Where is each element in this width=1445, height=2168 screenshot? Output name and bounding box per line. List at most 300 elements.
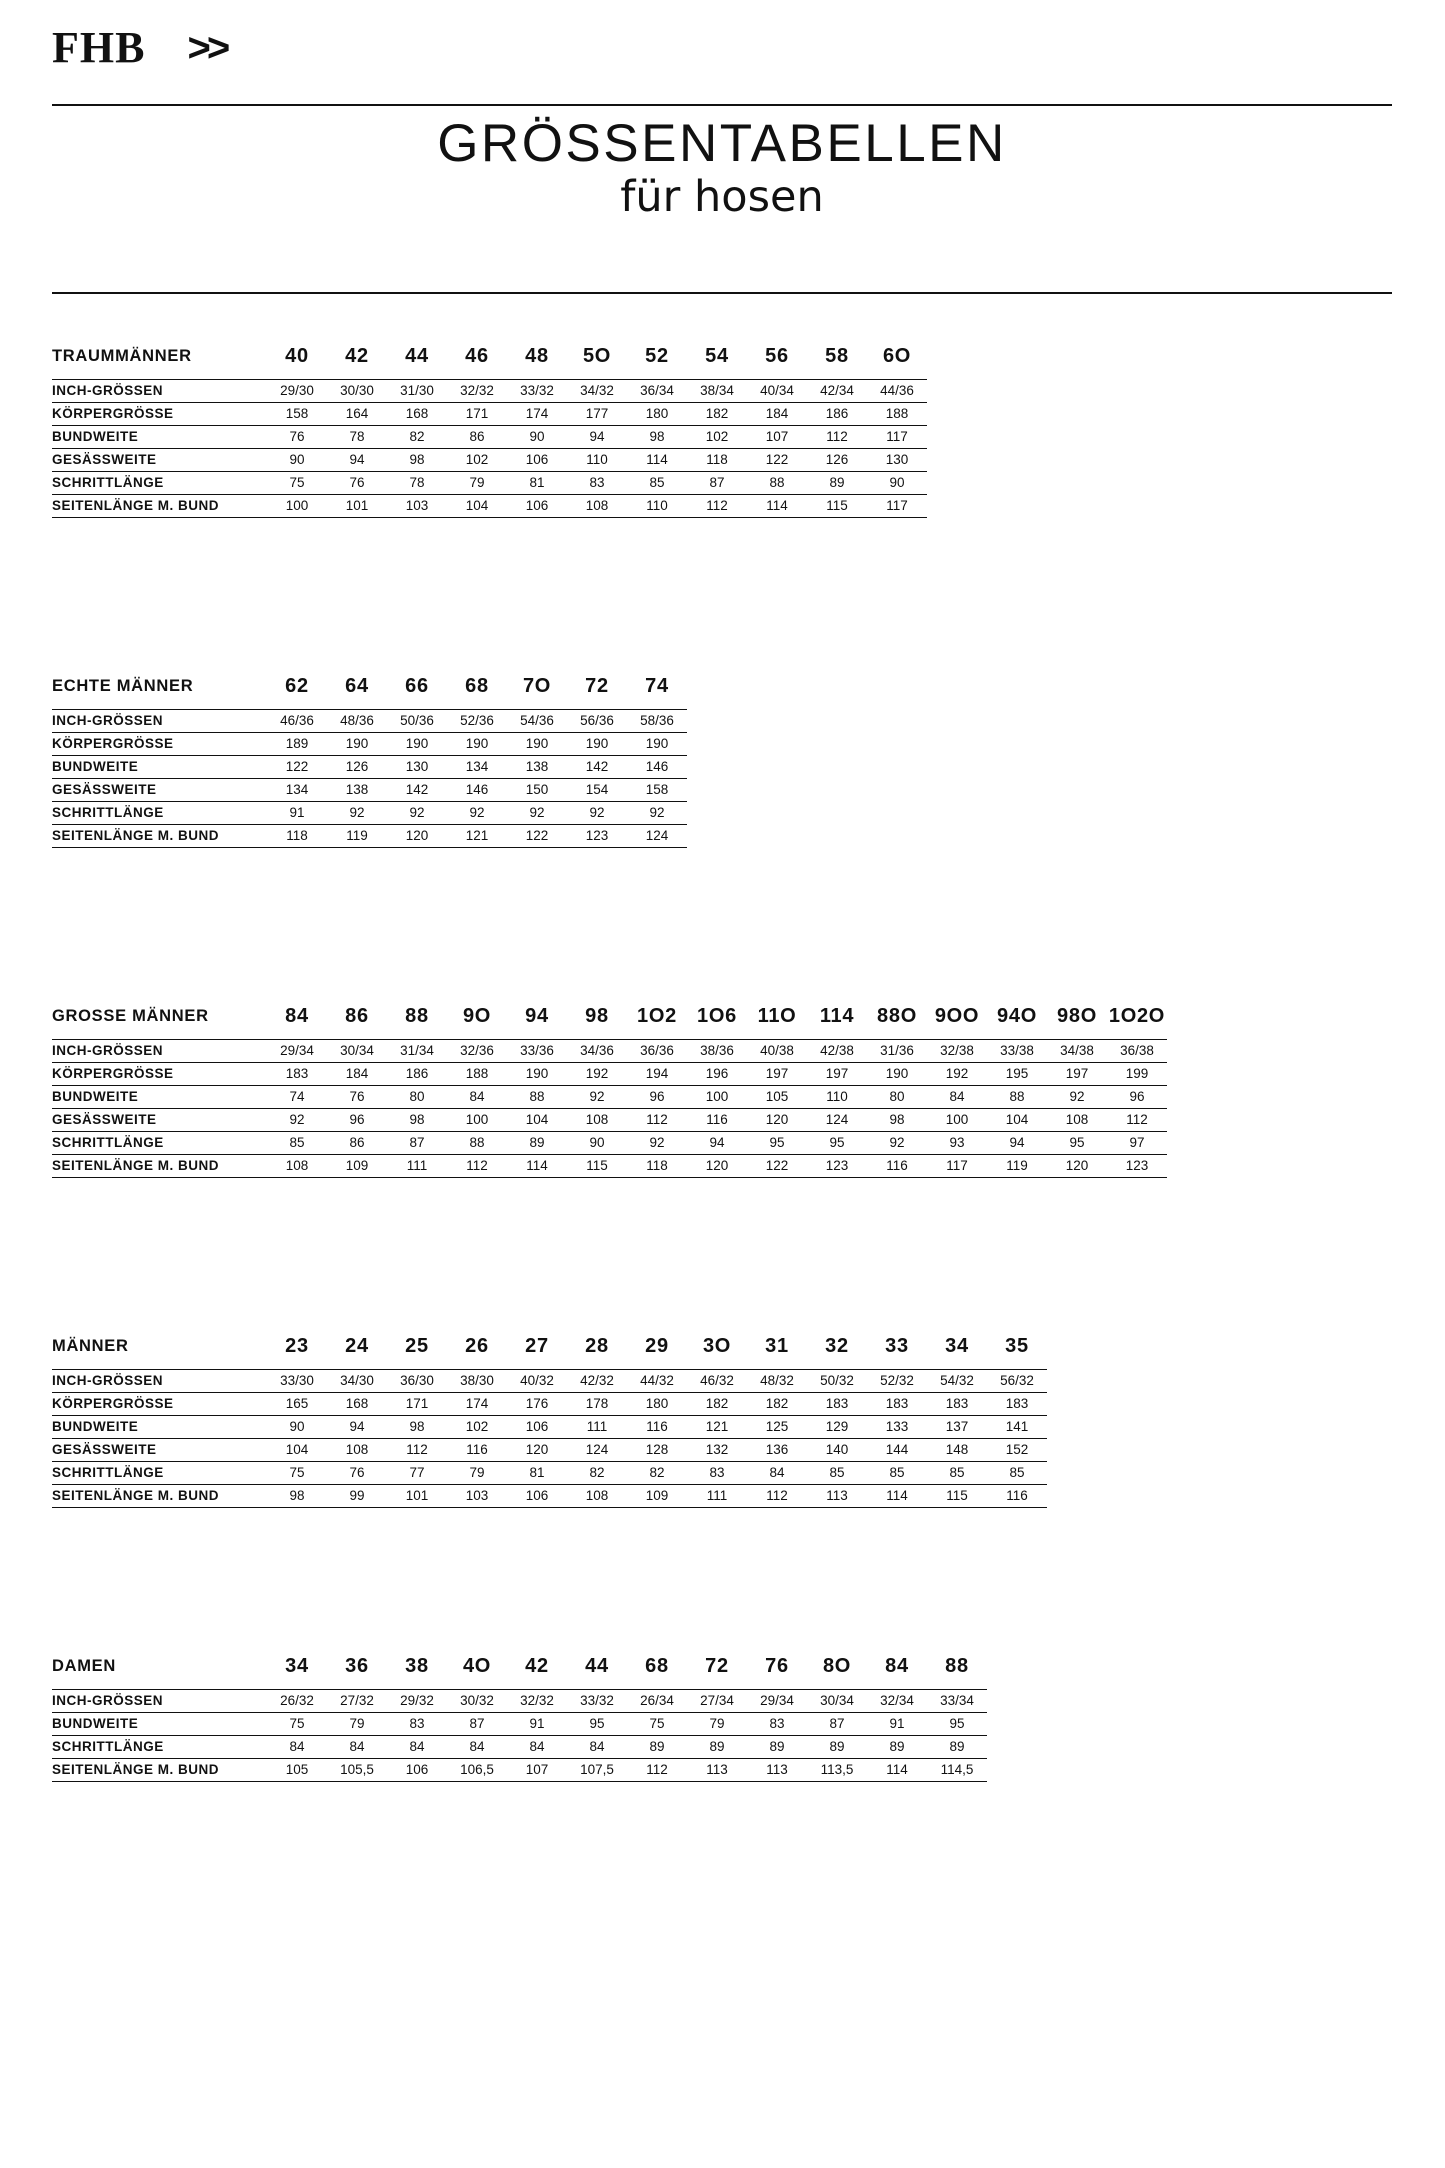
table-cell: 108 [567, 495, 627, 518]
table-cell: 80 [387, 1086, 447, 1109]
table-cell: 126 [807, 449, 867, 472]
table-cell: 158 [627, 779, 687, 802]
table-cell: 190 [507, 1063, 567, 1086]
table-cell: 94 [327, 1416, 387, 1439]
table-cell: 106 [507, 1485, 567, 1508]
row-label: SEITENLÄNGE M. BUND [52, 825, 267, 848]
table-cell: 183 [267, 1063, 327, 1086]
table-cell: 92 [567, 802, 627, 825]
table-cell: 84 [447, 1736, 507, 1759]
table-cell: 85 [867, 1462, 927, 1485]
table-cell: 113 [747, 1759, 807, 1782]
table-title: TRAUMMÄNNER [52, 347, 192, 365]
table-cell: 100 [447, 1109, 507, 1132]
header-divider-top [52, 104, 1392, 106]
table-cell: 190 [627, 733, 687, 756]
table-cell: 75 [267, 1462, 327, 1485]
table-cell: 31/30 [387, 380, 447, 403]
row-label: BUNDWEITE [52, 1713, 267, 1736]
row-label: GESÄSSWEITE [52, 449, 267, 472]
table-cell: 112 [627, 1759, 687, 1782]
table-cell: 110 [807, 1086, 867, 1109]
table-cell: 148 [927, 1439, 987, 1462]
size-header: 3O [702, 1335, 732, 1357]
table-cell: 109 [627, 1485, 687, 1508]
table-cell: 168 [327, 1393, 387, 1416]
table-cell: 117 [867, 495, 927, 518]
row-label: GESÄSSWEITE [52, 779, 267, 802]
table-cell: 42/38 [807, 1040, 867, 1063]
size-header: 25 [405, 1335, 429, 1357]
table-cell: 152 [987, 1439, 1047, 1462]
table-cell: 36/38 [1107, 1040, 1167, 1063]
size-header: 34 [285, 1655, 309, 1677]
table-header-row [52, 345, 927, 380]
table-cell: 85 [267, 1132, 327, 1155]
table-cell: 182 [687, 1393, 747, 1416]
table-row [52, 1462, 1047, 1485]
page-title [52, 116, 1392, 221]
table-cell: 85 [627, 472, 687, 495]
table-cell: 40/38 [747, 1040, 807, 1063]
table-cell: 106,5 [447, 1759, 507, 1782]
table-cell: 112 [387, 1439, 447, 1462]
table-cell: 105 [267, 1759, 327, 1782]
table-cell: 88 [987, 1086, 1047, 1109]
size-header: 1O2O [1108, 1005, 1166, 1027]
size-header: 56 [765, 345, 789, 367]
table-cell: 142 [387, 779, 447, 802]
table-cell: 116 [867, 1155, 927, 1178]
table-cell: 196 [687, 1063, 747, 1086]
size-header: 94 [525, 1005, 549, 1027]
table-cell: 107 [747, 426, 807, 449]
table-cell: 108 [267, 1155, 327, 1178]
table-cell: 92 [267, 1109, 327, 1132]
table-cell: 38/34 [687, 380, 747, 403]
table-cell: 52/36 [447, 710, 507, 733]
table-cell: 87 [807, 1713, 867, 1736]
table-cell: 40/32 [507, 1370, 567, 1393]
table-cell: 87 [387, 1132, 447, 1155]
table-cell: 83 [687, 1462, 747, 1485]
size-header: 24 [345, 1335, 369, 1357]
size-header: 28 [585, 1335, 609, 1357]
table-cell: 89 [927, 1736, 987, 1759]
table-cell: 92 [327, 802, 387, 825]
table-cell: 34/36 [567, 1040, 627, 1063]
table-row [52, 1485, 1047, 1508]
table-cell: 128 [627, 1439, 687, 1462]
size-header: 4O [462, 1655, 492, 1677]
size-header: 68 [645, 1655, 669, 1677]
size-header: 84 [885, 1655, 909, 1677]
row-label: BUNDWEITE [52, 426, 267, 449]
table-header-row [52, 1335, 1047, 1370]
table-cell: 108 [327, 1439, 387, 1462]
table-row [52, 1040, 1167, 1063]
table-cell: 129 [807, 1416, 867, 1439]
size-header: 76 [765, 1655, 789, 1677]
table-row [52, 1063, 1167, 1086]
row-label: GESÄSSWEITE [52, 1439, 267, 1462]
table-cell: 92 [507, 802, 567, 825]
table-cell: 125 [747, 1416, 807, 1439]
table-cell: 84 [927, 1086, 987, 1109]
table-cell: 30/34 [327, 1040, 387, 1063]
table-cell: 115 [567, 1155, 627, 1178]
table-cell: 117 [867, 426, 927, 449]
table-cell: 120 [1047, 1155, 1107, 1178]
table-cell: 120 [687, 1155, 747, 1178]
table-cell: 174 [447, 1393, 507, 1416]
table-cell: 89 [867, 1736, 927, 1759]
table-cell: 52/32 [867, 1370, 927, 1393]
size-header: 72 [585, 675, 609, 697]
table-cell: 130 [387, 756, 447, 779]
table-row [52, 1690, 987, 1713]
table-cell: 117 [927, 1155, 987, 1178]
table-row [52, 1439, 1047, 1462]
table-cell: 106 [507, 495, 567, 518]
table-cell: 34/30 [327, 1370, 387, 1393]
table-cell: 95 [927, 1713, 987, 1736]
table-cell: 140 [807, 1439, 867, 1462]
table-cell: 109 [327, 1155, 387, 1178]
table-cell: 186 [807, 403, 867, 426]
table-cell: 29/34 [267, 1040, 327, 1063]
table-cell: 122 [747, 449, 807, 472]
header-divider-bottom [52, 292, 1392, 294]
table-cell: 101 [387, 1485, 447, 1508]
table-cell: 114 [627, 449, 687, 472]
row-label: SCHRITTLÄNGE [52, 1132, 267, 1155]
size-header: 98O [1057, 1005, 1097, 1027]
table-cell: 83 [387, 1713, 447, 1736]
table-cell: 114 [747, 495, 807, 518]
row-label: KÖRPERGRÖSSE [52, 1393, 267, 1416]
table-cell: 113 [687, 1759, 747, 1782]
table-cell: 98 [387, 1416, 447, 1439]
row-label: BUNDWEITE [52, 756, 267, 779]
table-cell: 90 [867, 472, 927, 495]
table-cell: 99 [327, 1485, 387, 1508]
table-cell: 141 [987, 1416, 1047, 1439]
table-cell: 95 [807, 1132, 867, 1155]
size-header: 52 [645, 345, 669, 367]
table-cell: 89 [687, 1736, 747, 1759]
table-cell: 104 [507, 1109, 567, 1132]
table-cell: 154 [567, 779, 627, 802]
table-cell: 171 [387, 1393, 447, 1416]
table-cell: 115 [927, 1485, 987, 1508]
table-row [52, 756, 687, 779]
table-cell: 124 [627, 825, 687, 848]
table-cell: 111 [567, 1416, 627, 1439]
table-cell: 78 [387, 472, 447, 495]
size-header: 7O [522, 675, 552, 697]
table-cell: 114 [867, 1759, 927, 1782]
table-row [52, 1086, 1167, 1109]
table-cell: 183 [987, 1393, 1047, 1416]
size-header: 114 [819, 1005, 855, 1027]
table-cell: 42/34 [807, 380, 867, 403]
table-cell: 115 [807, 495, 867, 518]
size-header: 62 [285, 675, 309, 697]
table-cell: 124 [807, 1109, 867, 1132]
table-cell: 108 [567, 1109, 627, 1132]
table-cell: 168 [387, 403, 447, 426]
table-cell: 182 [687, 403, 747, 426]
table-cell: 101 [327, 495, 387, 518]
size-table-grosse-maenner [52, 1005, 1167, 1178]
table-cell: 92 [1047, 1086, 1107, 1109]
table-row [52, 1759, 987, 1782]
table-row [52, 1713, 987, 1736]
table-cell: 33/32 [567, 1690, 627, 1713]
table-cell: 89 [807, 472, 867, 495]
table-cell: 188 [447, 1063, 507, 1086]
table-header-row [52, 675, 687, 710]
size-header: 68 [465, 675, 489, 697]
table-cell: 192 [927, 1063, 987, 1086]
table-row [52, 380, 927, 403]
row-label: INCH-GRÖSSEN [52, 710, 267, 733]
table-title: ECHTE MÄNNER [52, 677, 194, 695]
table-cell: 78 [327, 426, 387, 449]
table-cell: 111 [687, 1485, 747, 1508]
table-cell: 102 [687, 426, 747, 449]
table-cell: 158 [267, 403, 327, 426]
table-cell: 177 [567, 403, 627, 426]
table-cell: 108 [1047, 1109, 1107, 1132]
table-cell: 93 [927, 1132, 987, 1155]
table-cell: 190 [867, 1063, 927, 1086]
size-header: 94O [997, 1005, 1037, 1027]
size-header: 1O2 [637, 1005, 677, 1027]
table-cell: 94 [327, 449, 387, 472]
table-cell: 31/36 [867, 1040, 927, 1063]
table-cell: 33/30 [267, 1370, 327, 1393]
table-cell: 76 [327, 472, 387, 495]
table-cell: 183 [927, 1393, 987, 1416]
size-header: 74 [645, 675, 669, 697]
size-header: 46 [465, 345, 489, 367]
table-cell: 33/34 [927, 1690, 987, 1713]
table-cell: 130 [867, 449, 927, 472]
size-header: 86 [345, 1005, 369, 1027]
size-header: 88O [877, 1005, 917, 1027]
table-cell: 146 [627, 756, 687, 779]
size-table-echte-maenner [52, 675, 687, 848]
size-header: 72 [705, 1655, 729, 1677]
table-cell: 171 [447, 403, 507, 426]
table-cell: 75 [627, 1713, 687, 1736]
table-cell: 36/36 [627, 1040, 687, 1063]
table-cell: 96 [627, 1086, 687, 1109]
table-title: DAMEN [52, 1657, 116, 1675]
table-cell: 48/32 [747, 1370, 807, 1393]
table-cell: 56/32 [987, 1370, 1047, 1393]
table-row [52, 733, 687, 756]
table-cell: 199 [1107, 1063, 1167, 1086]
table-cell: 81 [507, 472, 567, 495]
table-cell: 194 [627, 1063, 687, 1086]
table-cell: 96 [327, 1109, 387, 1132]
row-label: INCH-GRÖSSEN [52, 1690, 267, 1713]
table-cell: 120 [507, 1439, 567, 1462]
table-cell: 103 [447, 1485, 507, 1508]
table-cell: 122 [507, 825, 567, 848]
row-label: KÖRPERGRÖSSE [52, 403, 267, 426]
size-header: 8O [822, 1655, 852, 1677]
table-cell: 54/32 [927, 1370, 987, 1393]
table-cell: 84 [447, 1086, 507, 1109]
table-cell: 104 [987, 1109, 1047, 1132]
size-header: 88 [945, 1655, 969, 1677]
size-header: 35 [1005, 1335, 1029, 1357]
table-cell: 92 [867, 1132, 927, 1155]
table-cell: 103 [387, 495, 447, 518]
table-row [52, 1416, 1047, 1439]
row-label: BUNDWEITE [52, 1086, 267, 1109]
table-cell: 190 [387, 733, 447, 756]
table-cell: 77 [387, 1462, 447, 1485]
size-header: 58 [825, 345, 849, 367]
table-cell: 197 [747, 1063, 807, 1086]
table-cell: 87 [447, 1713, 507, 1736]
size-header: 32 [825, 1335, 849, 1357]
table-cell: 27/32 [327, 1690, 387, 1713]
table-cell: 54/36 [507, 710, 567, 733]
table-cell: 32/32 [507, 1690, 567, 1713]
table-cell: 180 [627, 403, 687, 426]
size-header: 1O6 [697, 1005, 737, 1027]
table-row [52, 1393, 1047, 1416]
row-label: GESÄSSWEITE [52, 1109, 267, 1132]
table-cell: 31/34 [387, 1040, 447, 1063]
table-cell: 32/34 [867, 1690, 927, 1713]
table-cell: 192 [567, 1063, 627, 1086]
size-header: 88 [405, 1005, 429, 1027]
table-cell: 92 [627, 1132, 687, 1155]
size-table-damen [52, 1655, 987, 1782]
size-header: 44 [585, 1655, 609, 1677]
table-cell: 75 [267, 472, 327, 495]
table-cell: 138 [327, 779, 387, 802]
size-header: 38 [405, 1655, 429, 1677]
table-cell: 83 [567, 472, 627, 495]
table-cell: 84 [747, 1462, 807, 1485]
table-cell: 95 [567, 1713, 627, 1736]
table-cell: 89 [627, 1736, 687, 1759]
table-cell: 79 [447, 472, 507, 495]
table-cell: 114,5 [927, 1759, 987, 1782]
page-title-main: GRÖSSENTABELLEN [437, 114, 1007, 173]
table-row [52, 779, 687, 802]
size-header: 84 [285, 1005, 309, 1027]
table-cell: 112 [747, 1485, 807, 1508]
table-cell: 116 [447, 1439, 507, 1462]
table-cell: 82 [567, 1462, 627, 1485]
table-cell: 106 [387, 1759, 447, 1782]
size-header: 48 [525, 345, 549, 367]
table-cell: 87 [687, 472, 747, 495]
table-cell: 84 [507, 1736, 567, 1759]
table-cell: 92 [387, 802, 447, 825]
table-header-row [52, 1655, 987, 1690]
table-cell: 116 [627, 1416, 687, 1439]
table-cell: 123 [807, 1155, 867, 1178]
table-cell: 114 [507, 1155, 567, 1178]
size-table-traummaenner [52, 345, 927, 518]
table-cell: 197 [807, 1063, 867, 1086]
table-cell: 74 [267, 1086, 327, 1109]
table-cell: 30/32 [447, 1690, 507, 1713]
table-cell: 44/36 [867, 380, 927, 403]
size-header: 9O [462, 1005, 492, 1027]
table-cell: 58/36 [627, 710, 687, 733]
table-cell: 107 [507, 1759, 567, 1782]
table-cell: 76 [267, 426, 327, 449]
table-row [52, 1109, 1167, 1132]
table-cell: 118 [687, 449, 747, 472]
table-cell: 123 [1107, 1155, 1167, 1178]
size-header: 40 [285, 345, 309, 367]
table-row [52, 1132, 1167, 1155]
table-cell: 46/32 [687, 1370, 747, 1393]
table-cell: 90 [267, 449, 327, 472]
table-cell: 27/34 [687, 1690, 747, 1713]
table-cell: 190 [507, 733, 567, 756]
table-cell: 92 [447, 802, 507, 825]
table-cell: 79 [687, 1713, 747, 1736]
table-row [52, 1370, 1047, 1393]
page-title-sub: für hosen [620, 171, 824, 222]
table-cell: 82 [627, 1462, 687, 1485]
table-cell: 195 [987, 1063, 1047, 1086]
table-cell: 104 [267, 1439, 327, 1462]
table-cell: 32/32 [447, 380, 507, 403]
table-cell: 114 [867, 1485, 927, 1508]
table-cell: 32/38 [927, 1040, 987, 1063]
table-cell: 36/30 [387, 1370, 447, 1393]
table-cell: 26/32 [267, 1690, 327, 1713]
table-cell: 112 [687, 495, 747, 518]
size-header: 9OO [934, 1005, 980, 1027]
table-cell: 86 [327, 1132, 387, 1155]
table-cell: 197 [1047, 1063, 1107, 1086]
table-cell: 94 [687, 1132, 747, 1155]
table-cell: 112 [627, 1109, 687, 1132]
table-row [52, 449, 927, 472]
row-label: SCHRITTLÄNGE [52, 802, 267, 825]
table-cell: 90 [267, 1416, 327, 1439]
table-cell: 79 [447, 1462, 507, 1485]
table-cell: 100 [267, 495, 327, 518]
table-cell: 113,5 [807, 1759, 867, 1782]
size-header: 54 [705, 345, 729, 367]
table-cell: 80 [867, 1086, 927, 1109]
table-cell: 136 [747, 1439, 807, 1462]
table-cell: 122 [267, 756, 327, 779]
table-cell: 110 [567, 449, 627, 472]
table-cell: 120 [747, 1109, 807, 1132]
table-cell: 84 [567, 1736, 627, 1759]
table-cell: 142 [567, 756, 627, 779]
table-cell: 106 [507, 449, 567, 472]
table-title: MÄNNER [52, 1337, 129, 1355]
